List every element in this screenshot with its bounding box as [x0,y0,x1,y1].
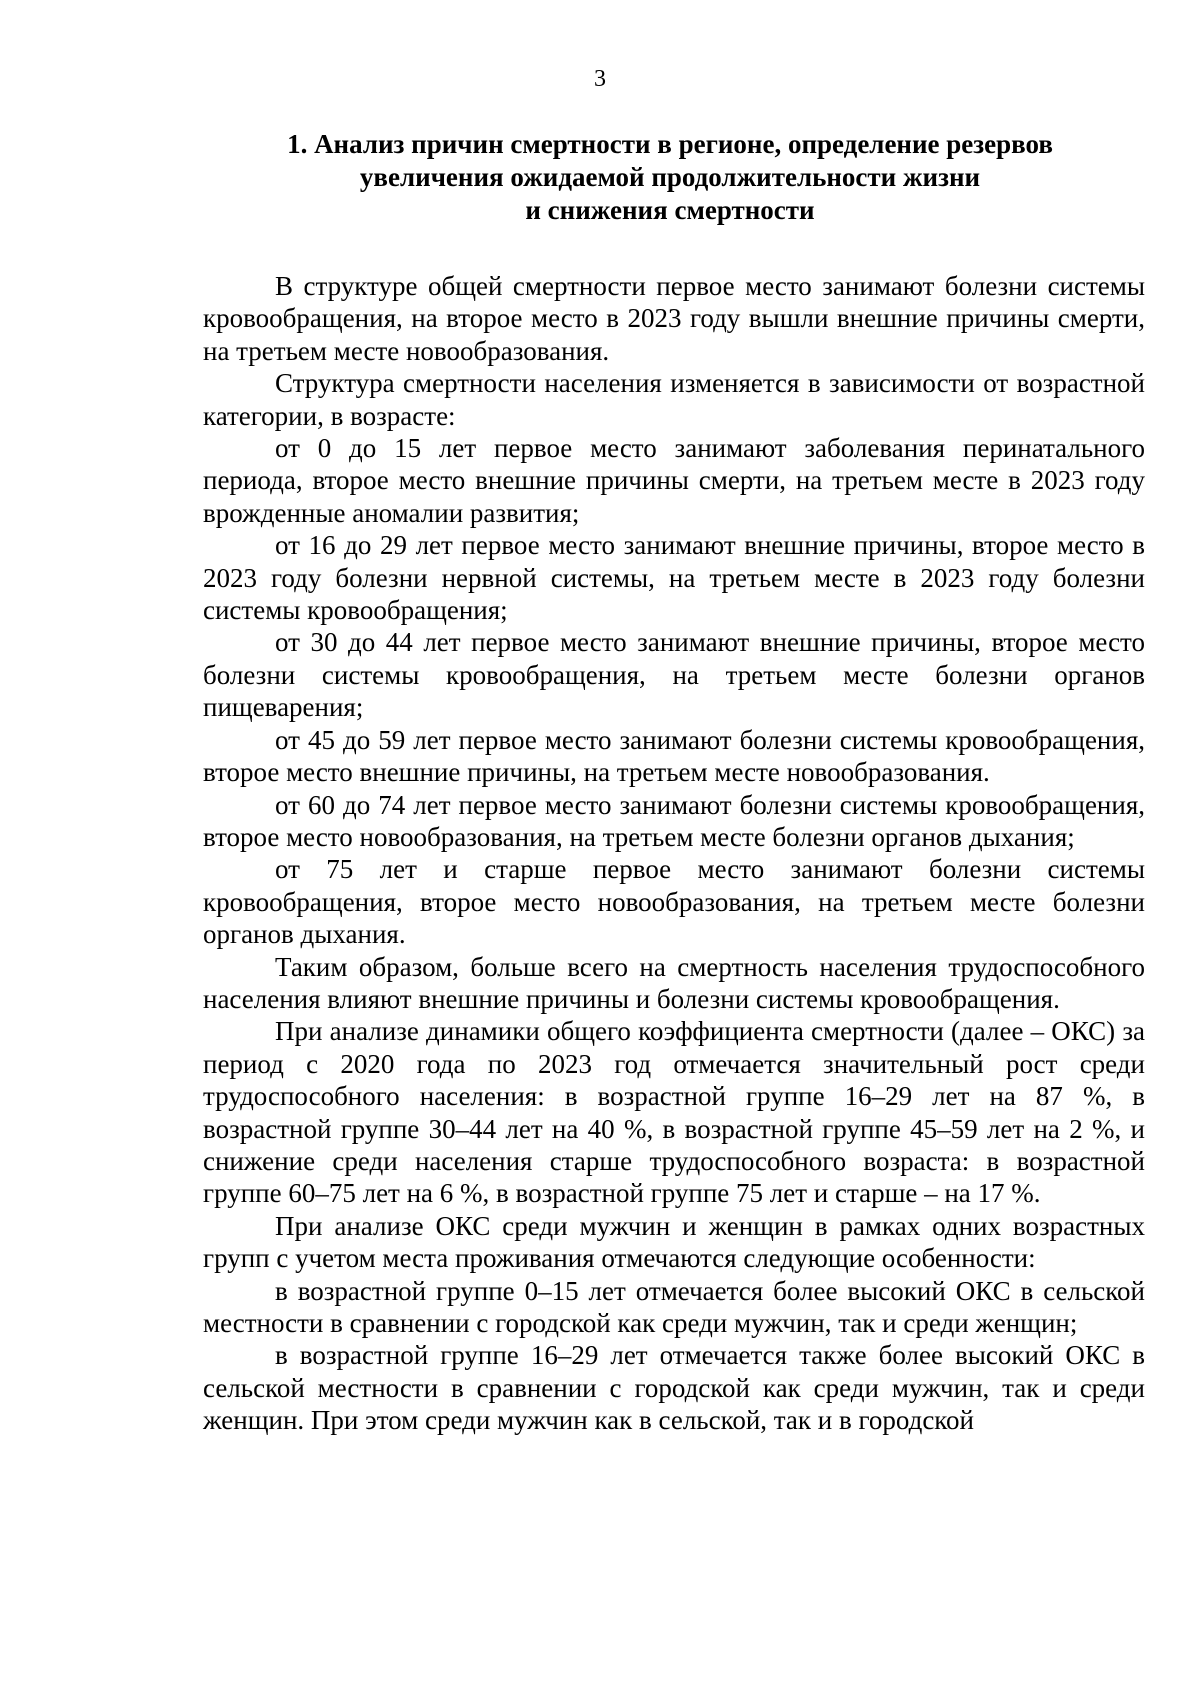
paragraph: При анализе динамики общего коэффициента смертности (далее – ОКС) за период с 2020 года по 2023 год отмечается значительный рост среди трудоспособного населения: в возрастной группе 16–29 лет на 87 %, в возрастной группе 30–44 лет на 40 %, в возрастной группе 45–59 лет на 2 %, и снижение среди населения старше трудоспособного возраста: в возрастной группе 60–75 лет на 6 %, в возрастной группе 75 лет и старше – на 17 %. [203,1016,1145,1209]
paragraph: от 0 до 15 лет первое место занимают заболевания перинатального периода, второе место внешние причины смерти, на третьем месте в 2023 году врожденные аномалии развития; [203,433,1145,528]
heading-line-2: увеличения ожидаемой продолжительности жизни [359,162,981,192]
heading-line-3: и снижения смертности [525,195,815,225]
paragraph: от 16 до 29 лет первое место занимают внешние причины, второе место в 2023 году болезни нервной системы, на третьем месте в 2023 году болезни системы кровообращения; [203,530,1145,626]
paragraph: в возрастной группе 0–15 лет отмечается более высокий ОКС в сельской местности в сравнении с городской как среди мужчин, так и среди женщин; [203,1275,1145,1338]
paragraph: Структура смертности населения изменяется в зависимости от возрастной категории, в возрасте: [203,368,1145,431]
paragraph: В структуре общей смертности первое место занимают болезни системы кровообращения, на второе место в 2023 году вышли внешние причины смерти, на третьем месте новообразования. [203,271,1145,366]
heading-line-1: 1. Анализ причин смертности в регионе, определение резервов [287,129,1053,159]
paragraph: от 30 до 44 лет первое место занимают внешние причины, второе место болезни системы кровообращения, на третьем месте болезни органов пищеварения; [203,627,1145,723]
page-number: 3 [594,66,606,92]
paragraph: от 75 лет и старше первое место занимают болезни системы кровообращения, второе место новообразования, на третьем месте болезни органов дыхания. [203,854,1145,950]
paragraph: от 45 до 59 лет первое место занимают болезни системы кровообращения, второе место внешние причины, на третьем месте новообразования. [203,724,1145,788]
document-body [203,270,1145,1437]
paragraph: от 60 до 74 лет первое место занимают болезни системы кровообращения, второе место новообразования, на третьем месте болезни органов дыхания; [203,789,1145,852]
section-heading [200,128,1140,227]
paragraph: Таким образом, больше всего на смертность населения трудоспособного населения влияют внешние причины и болезни системы кровообращения. [203,951,1145,1014]
paragraph: При анализе ОКС среди мужчин и женщин в рамках одних возрастных групп с учетом места проживания отмечаются следующие особенности: [203,1210,1145,1274]
paragraph: в возрастной группе 16–29 лет отмечается также более высокий ОКС в сельской местности в сравнении с городской как среди мужчин, так и среди женщин. При этом среди мужчин как в сельской, так и в городской [203,1340,1145,1436]
